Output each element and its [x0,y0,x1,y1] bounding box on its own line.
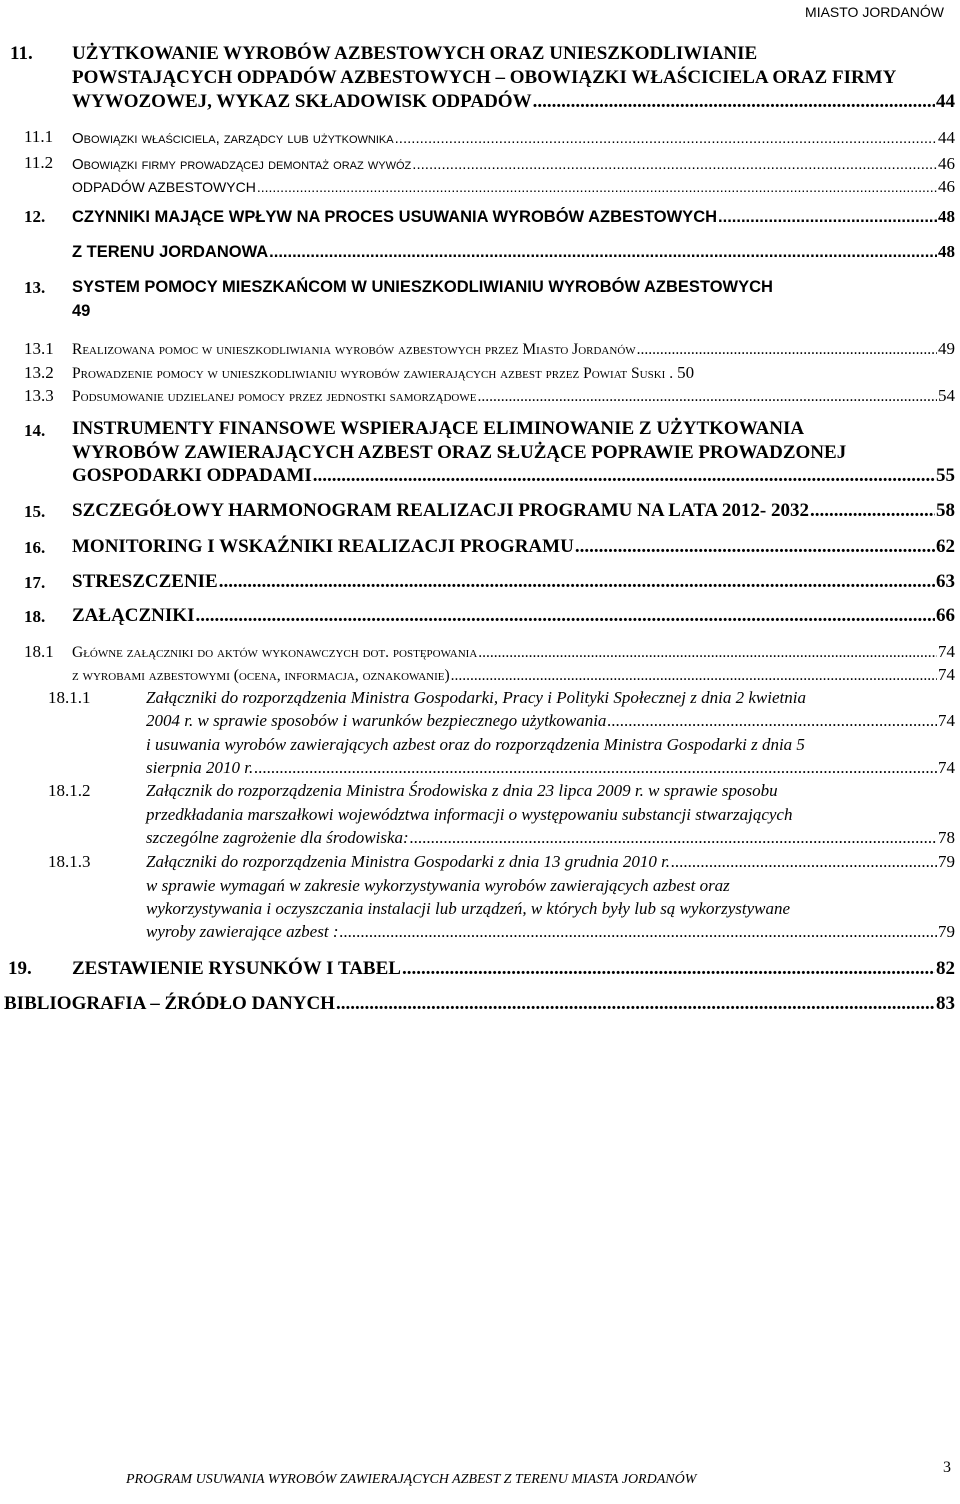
toc-title: CZYNNIKI MAJĄCE WPŁYW NA PROCES USUWANIA WYROBÓW AZBESTOWYCH [72,208,718,226]
leader-dots [195,605,935,627]
toc-page-number: 79 [938,852,955,871]
running-header: MIASTO JORDANÓW [805,4,944,20]
leader-dots [410,828,937,848]
toc-title: MONITORING I WSKAŹNIKI REALIZACJI PROGRAMU [72,536,574,557]
page-number: 3 [943,1459,951,1476]
toc-title-line: Załączniki do rozporządzenia Ministra Gospodarki z dnia 13 grudnia 2010 r. [146,852,671,871]
leader-dots [637,341,937,359]
toc-number: 11.2 [24,153,54,172]
toc-page-number: 50 [677,363,695,382]
toc-page-number: 74 [938,665,955,684]
leader-dots [339,922,937,942]
leader-dots [477,388,937,406]
toc-page-number: 49 [72,302,91,320]
toc-title-line: sierpnia 2010 r. [146,758,254,777]
toc-title-line: szczególne zagrożenie dla środowiska: [146,828,409,847]
toc-number: 18.1.2 [48,781,91,800]
toc-title-line: GOSPODARKI ODPADAMI [72,465,312,486]
toc-number: 13. [24,278,46,297]
leader-dots [810,500,935,522]
toc-page-number: 62 [936,536,955,557]
toc-title: Obowiązki właściciela, zarządcy lub użytkownika [72,130,394,147]
leader-dots [395,130,937,147]
toc-number: 16. [24,538,46,557]
toc-title-line: UŻYTKOWANIE WYROBÓW AZBESTOWYCH ORAZ UNIESZKODLIWIANIE [72,43,758,64]
leader-dots [671,852,937,872]
toc-title-continued: Z TERENU JORDANOWA [72,243,269,261]
toc-title: ZAŁĄCZNIKI [72,605,195,626]
leader-dots [402,958,935,980]
toc-number: 18.1.3 [48,852,91,871]
toc-title: STRESZCZENIE [72,571,218,592]
toc-page-number: 58 [936,500,955,521]
toc-title-line: Załącznik do rozporządzenia Ministra Środowiska z dnia 23 lipca 2009 r. w sprawie sposobu [146,781,778,800]
leader-dots [575,536,935,558]
toc-number: 11.1 [24,127,54,146]
toc-title-line: INSTRUMENTY FINANSOWE WSPIERAJĄCE ELIMINOWANIE Z UŻYTKOWANIA [72,418,805,439]
leader-dots [607,711,937,731]
leader-dots [478,644,937,662]
toc-title: Obowiązki firmy prowadzącej demontaż oraz wywóz [72,156,412,173]
toc-title-line: 2004 r. w sprawie sposobów i warunków bezpiecznego użytkowania [146,711,607,730]
toc-number: 18.1 [24,642,54,661]
toc-page-number: 48 [938,207,955,226]
leader-dots [412,156,937,173]
toc-page-number: 46 [938,154,955,173]
toc-page-number: 78 [938,828,955,847]
toc-title-line: Załączniki do rozporządzenia Ministra Gospodarki, Pracy i Polityki Społecznej z dnia 2 kwietnia [146,688,806,707]
toc-number: 15. [24,502,46,521]
toc-page-number: 83 [936,993,955,1014]
toc-page-number: 82 [936,958,955,979]
toc-title: Realizowana pomoc w unieszkodliwiania wyrobów azbestowych przez Miasto Jordanów [72,341,636,358]
leader-dots [257,179,937,195]
document-page: MIASTO JORDANÓW 11. UŻYTKOWANIE WYROBÓW AZBESTOWYCH ORAZ UNIESZKODLIWIANIE POWSTAJĄCYCH ODPADÓW AZBESTOWYCH – OBOWIĄZKI WŁAŚCICIELA ORAZ FIRMY WYWOZOWEJ, WYKAZ SKŁADOWISK ODPADÓW ..... 44 11.1 Obowiązki właściciela, zarządcy lub użytkownika ..... 44 11.2 Obowiązki firmy prowadzącej demontaż oraz wywóz ..... 46 ODPADÓW AZBESTOWYCH ..... 46 12. CZYNNIKI MAJĄCE WPŁYW NA PROCES USUWANIA WYROBÓW AZBESTOWYCH ..... 48 Z TERENU JORDANOWA ..... 48 13. SYSTEM POMOCY MIESZKAŃCOM W UNIESZKODLIWIANIU WYROBÓW AZBESTOWYCH 49 13.1 Realizowana pomoc w unieszkodliwiania wyrobów azbestowych przez Miasto Jordanów ..... 49 13.2 Prowadzenie pomocy w unieszkodliwianiu wyrobów zawierających azbest przez Powiat Suski . 50 13.3 Podsumowanie udzielanej pomocy przez jednostki samorządowe ..... 54 14. INSTRUMENTY FINANSOWE WSPIERAJĄCE ELIMINOWANIE Z UŻYTKOWANIA WYROBÓW ZAWIERAJĄCYCH AZBEST ORAZ SŁUŻĄCE POPRAWIE PROWADZONEJ GOSPODARKI ODPADAMI ..... 55 15. SZCZEGÓŁOWY HARMONOGRAM REALIZACJI PROGRAMU NA LATA 2012- 2032 ..... 58 16. MONITORING I WSKAŹNIKI REALIZACJI PROGRAMU ..... 62 17. STRESZCZENIE ..... 63 18. ZAŁĄCZNIKI ..... 66 18.1 Główne załączniki do aktów wykonawczych dot. postępowania ..... 74 z wyrobami azbestowymi (ocena, informacja, oznakowanie) ..... 74 18.1.1 Załączniki do rozporządzenia Ministra Gospodarki, Pracy i Polityki Społecznej z dnia 2 kwietnia 2004 r. w sprawie sposobów i warunków bezpiecznego użytkowania ..... 74 i usuwania wyrobów zawierających azbest oraz do rozporządzenia Ministra Gospodarki z dnia 5 sierpnia 2010 r. ..... 74 18.1.2 Załącznik do rozporządzenia Ministra Środowiska z dnia 23 lipca 2009 r. w sprawie sposobu przedkładania marszałkowi województwa informacji o występowaniu substancji stwarzających szczególne zagrożenie dla środowiska: ..... 78 18.1.3 Załączniki do rozporządzenia Ministra Gospodarki z dnia 13 grudnia 2010 r. ..... 79 w sprawie wymagań w zakresie wykorzystywania wyrobów zawierających azbest oraz wykorzystywania i oczyszczania instalacji lub urządzeń, w których były lub są wykorzystywane wyroby zawierające azbest : ..... 79 19. ZESTAWIENIE RYSUNKÓW I TABEL ..... 82 BIBLIOGRAFIA – ŹRÓDŁO DANYCH ..... 83 PROGRAM USUWANIA WYROBÓW ZAWIERAJĄCYCH AZBEST Z TERENU MIASTA JORDANÓW 3 [0,0,960,1504]
toc-number: 14. [24,421,46,440]
toc-page-number: 48 [938,242,955,261]
toc-number: 11. [10,43,33,64]
toc-number: 17. [24,573,46,592]
leader-dots [254,758,937,778]
toc-page-number: 44 [936,91,955,112]
toc-page-number: 74 [938,758,955,777]
toc-title-line: POWSTAJĄCYCH ODPADÓW AZBESTOWYCH – OBOWIĄZKI WŁAŚCICIELA ORAZ FIRMY [72,67,897,88]
toc-number: 13.3 [24,386,54,405]
toc-page-number: 79 [938,922,955,941]
leader-dots [269,243,937,262]
toc-title-line: wykorzystywania i oczyszczania instalacji lub urządzeń, w których były lub są wykorzystywane [146,899,791,918]
toc-title-line: w sprawie wymagań w zakresie wykorzystywania wyrobów zawierających azbest oraz [146,876,730,895]
running-footer: PROGRAM USUWANIA WYROBÓW ZAWIERAJĄCYCH AZBEST Z TERENU MIASTA JORDANÓW [126,1472,697,1487]
toc-title-line: WYWOZOWEJ, WYKAZ SKŁADOWISK ODPADÓW [72,91,532,112]
toc-number: 19. [8,958,32,979]
toc-page-number: 74 [938,711,955,730]
leader-dots [219,571,935,593]
toc-title: BIBLIOGRAFIA – ŹRÓDŁO DANYCH [4,993,335,1014]
toc-page-number: 66 [936,605,955,626]
toc-title: ZESTAWIENIE RYSUNKÓW I TABEL [72,958,401,979]
leader-dots [451,667,937,685]
toc-number: 13.2 [24,363,54,382]
toc-page-number: 46 [938,177,955,196]
toc-title-line: przedkładania marszałkowi województwa informacji o występowaniu substancji stwarzających [146,805,793,824]
toc-title-line: WYROBÓW ZAWIERAJĄCYCH AZBEST ORAZ SŁUŻĄCE POPRAWIE PROWADZONEJ [72,442,847,463]
toc-title-line: wyroby zawierające azbest : [146,922,339,941]
toc-title-continued: z wyrobami azbestowymi (ocena, informacja, oznakowanie) [72,667,450,684]
leader-dots [533,91,935,113]
toc-page-number: 54 [938,386,955,405]
toc-title-line: i usuwania wyrobów zawierających azbest oraz do rozporządzenia Ministra Gospodarki z dnia 5 [146,735,805,754]
toc-page-number: 74 [938,642,955,661]
toc-title: Główne załączniki do aktów wykonawczych dot. postępowania [72,644,478,661]
toc-title-continued: ODPADÓW AZBESTOWYCH [72,179,256,195]
leader-dots [336,993,935,1015]
toc-page-number: 55 [936,465,955,486]
toc-number: 13.1 [24,339,54,358]
toc-number: 12. [24,207,46,226]
toc-number: 18. [24,607,46,626]
leader-dots [313,465,935,487]
toc-page-number: 44 [938,128,955,147]
toc-page-number: 63 [936,571,955,592]
leader-dots [718,208,937,227]
toc-title: Prowadzenie pomocy w unieszkodliwianiu wyrobów zawierających azbest przez Powiat Suski [72,365,666,382]
toc-page-number: 49 [938,339,955,358]
toc-title: Podsumowanie udzielanej pomocy przez jednostki samorządowe [72,388,477,405]
toc-title: SZCZEGÓŁOWY HARMONOGRAM REALIZACJI PROGRAMU NA LATA 2012- 2032 [72,500,809,521]
toc-number: 18.1.1 [48,688,91,707]
toc-title: SYSTEM POMOCY MIESZKAŃCOM W UNIESZKODLIWIANIU WYROBÓW AZBESTOWYCH [72,278,773,296]
